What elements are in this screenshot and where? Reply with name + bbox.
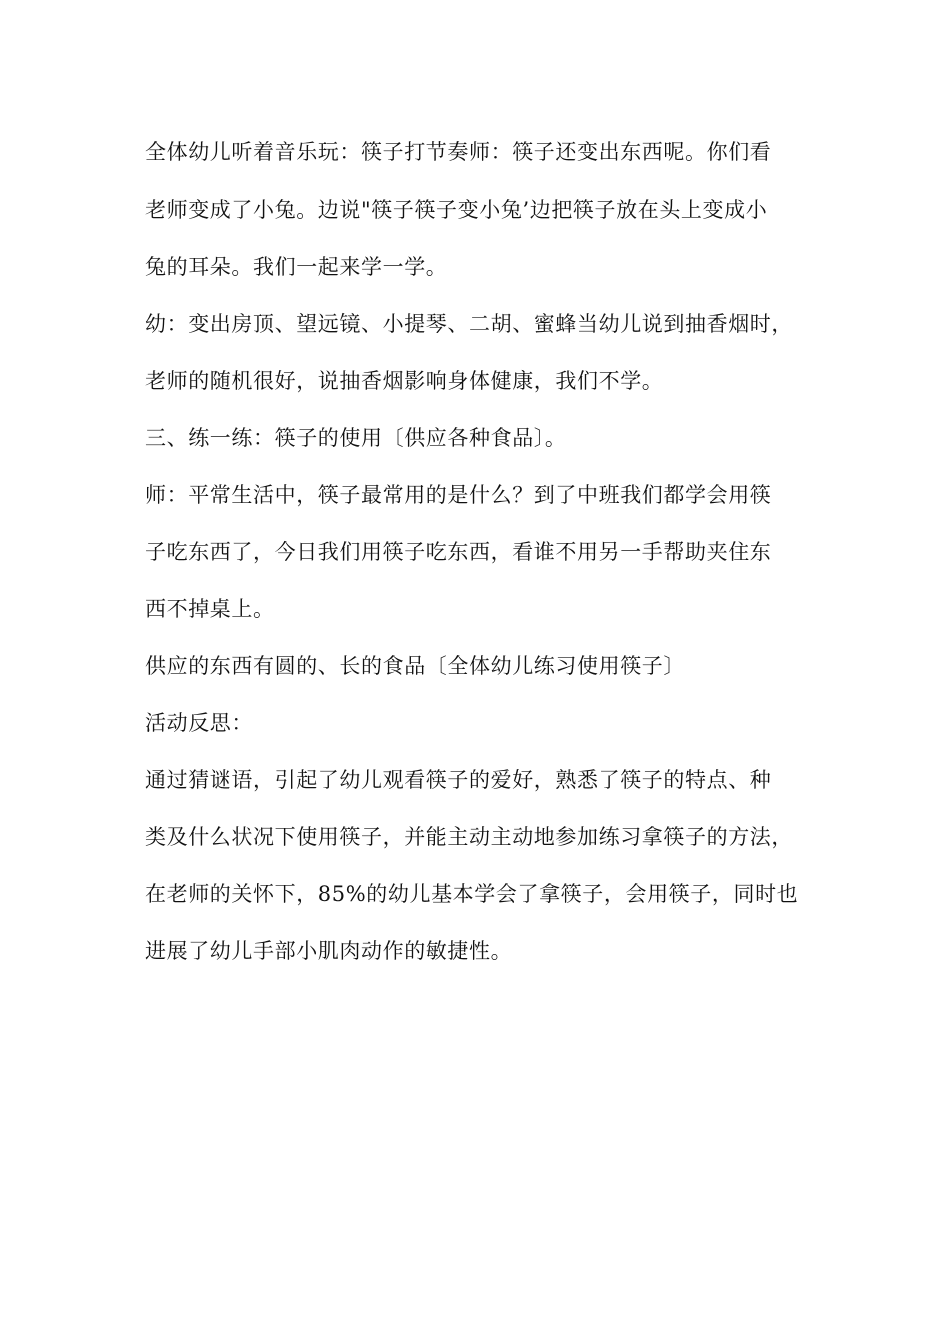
- text-line: 西不掉桌上。: [145, 597, 275, 621]
- text-line: 老师的随机很好，说抽香烟影响身体健康，我们不学。: [145, 369, 664, 393]
- text-line: 子吃东西了，今日我们用筷子吃东西，看谁不用另一手帮助夹住东: [145, 540, 772, 564]
- section-heading: 三、练一练：筷子的使用〔供应各种食品〕。: [145, 426, 567, 450]
- text-line: 全体幼儿听着音乐玩：筷子打节奏师：筷子还变出东西呢。你们看: [145, 140, 772, 164]
- text-line: 师：平常生活中，筷子最常用的是什么？到了中班我们都学会用筷: [145, 483, 772, 507]
- text-line: 供应的东西有圆的、长的食品〔全体幼儿练习使用筷子〕: [145, 654, 685, 678]
- section-heading: 活动反思：: [145, 711, 253, 735]
- text-line: 兔的耳朵。我们一起来学一学。: [145, 255, 448, 279]
- text-line: 幼：变出房顶、望远镜、小提琴、二胡、蜜蜂当幼儿说到抽香烟时，: [145, 312, 793, 336]
- text-line: 类及什么状况下使用筷子，并能主动主动地参加练习拿筷子的方法，: [145, 825, 793, 849]
- text-line: 通过猜谜语，引起了幼儿观看筷子的爱好，熟悉了筷子的特点、种: [145, 768, 772, 792]
- text-line: 进展了幼儿手部小肌肉动作的敏捷性。: [145, 939, 513, 963]
- text-line: 在老师的关怀下，85%的幼儿基本学会了拿筷子，会用筷子，同时也: [145, 882, 799, 906]
- text-line: 老师变成了小兔。边说"筷子筷子变小兔’边把筷子放在头上变成小: [145, 198, 768, 222]
